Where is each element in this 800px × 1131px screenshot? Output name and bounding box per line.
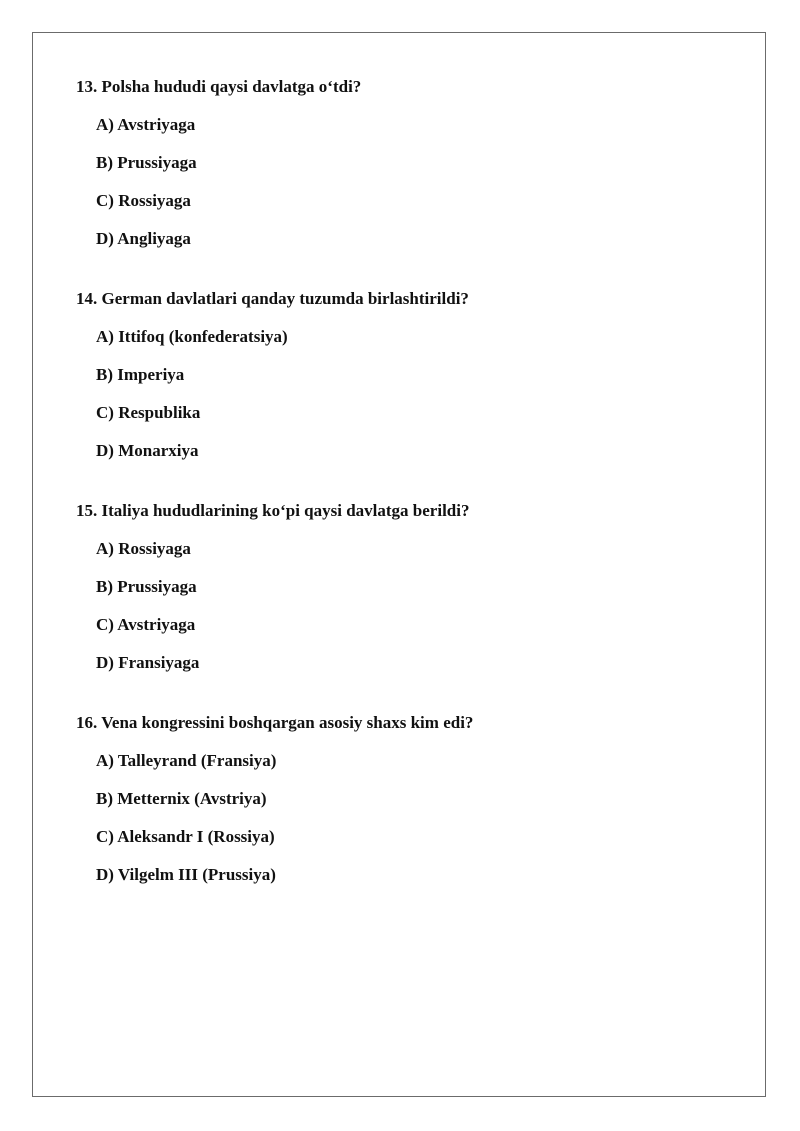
- option-c: C) Avstriyaga: [96, 615, 196, 634]
- question-list: [76, 76, 736, 924]
- option-c: C) Rossiyaga: [96, 191, 191, 210]
- option-b: B) Imperiya: [96, 365, 185, 384]
- question-text: 13. Polsha hududi qaysi davlatga o‘tdi?: [76, 77, 362, 96]
- option-a: A) Rossiyaga: [96, 539, 191, 558]
- option-a: A) Talleyrand (Fransiya): [96, 751, 277, 770]
- option-c: C) Aleksandr I (Rossiya): [96, 827, 275, 846]
- question-15: [76, 500, 736, 674]
- question-text: 15. Italiya hududlarining ko‘pi qaysi davlatga berildi?: [76, 501, 470, 520]
- option-c: C) Respublika: [96, 403, 201, 422]
- option-d: D) Angliyaga: [96, 229, 191, 248]
- option-a: A) Avstriyaga: [96, 115, 196, 134]
- question-text: 14. German davlatlari qanday tuzumda birlashtirildi?: [76, 289, 469, 308]
- option-d: D) Vilgelm III (Prussiya): [96, 865, 276, 884]
- option-a: A) Ittifoq (konfederatsiya): [96, 327, 288, 346]
- option-b: B) Prussiyaga: [96, 577, 197, 596]
- question-14: [76, 288, 736, 462]
- option-b: B) Prussiyaga: [96, 153, 197, 172]
- option-b: B) Metternix (Avstriya): [96, 789, 267, 808]
- question-13: [76, 76, 736, 250]
- question-16: [76, 712, 736, 886]
- option-d: D) Monarxiya: [96, 441, 199, 460]
- question-text: 16. Vena kongressini boshqargan asosiy shaxs kim edi?: [76, 713, 474, 732]
- option-d: D) Fransiyaga: [96, 653, 200, 672]
